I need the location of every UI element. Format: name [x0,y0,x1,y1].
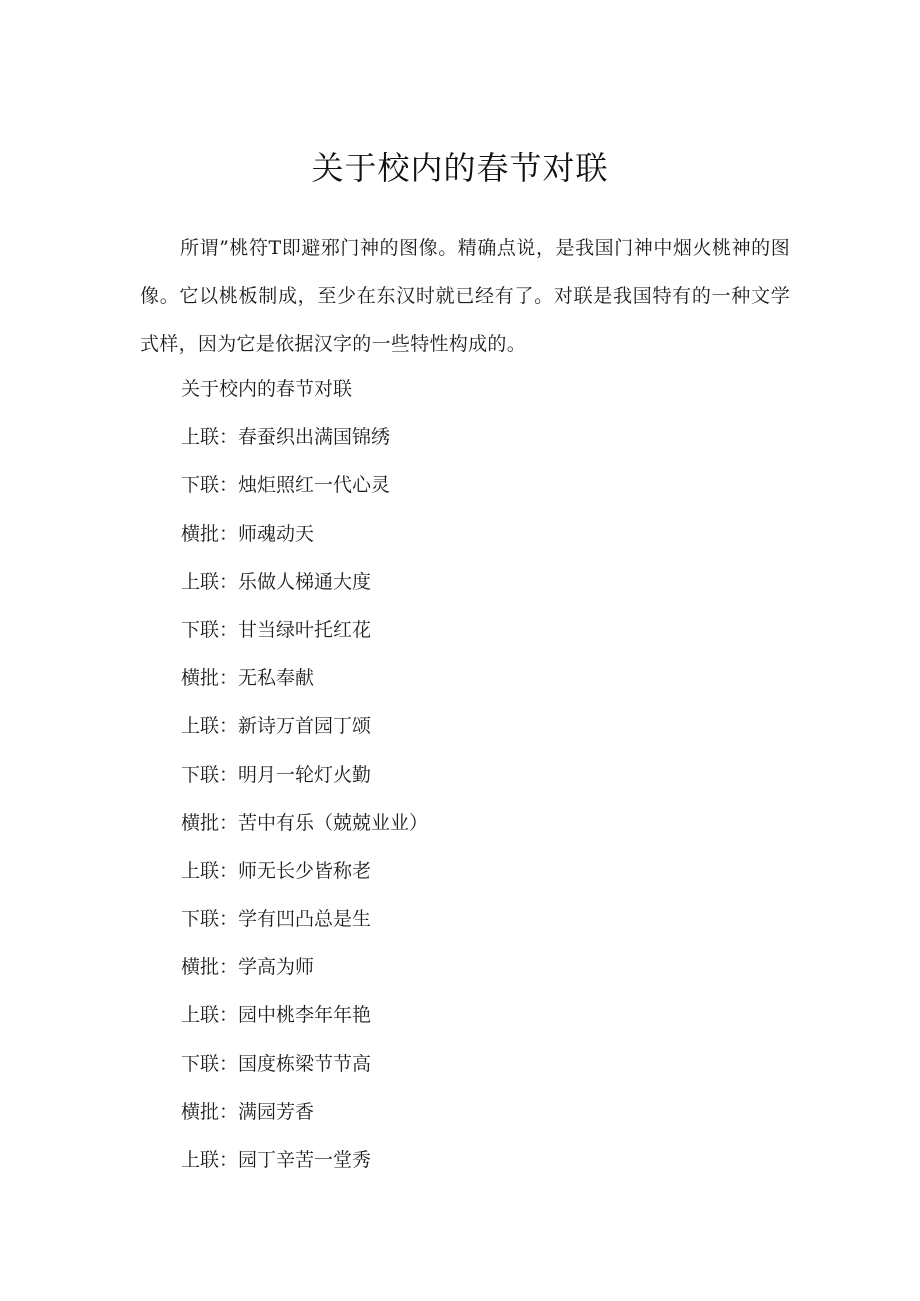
intro-paragraph: 所谓”桃符T即避邪门神的图像。精确点说，是我国门神中烟火桃神的图像。它以桃板制成，至少在东汉时就已经有了。对联是我国特有的一种文学式样，因为它是依据汉字的一些特性构成的。 [140,237,790,355]
list-item: 横批：满园芳香 [181,1100,315,1123]
list-item: 下联：学有凹凸总是生 [181,908,372,931]
list-item: 上联：春蚕织出满国锦绣 [181,426,391,449]
list-item: 横批：学高为师 [181,956,315,979]
list-item: 下联：烛炬照红一代心灵 [181,474,391,497]
list-item: 横批：无私奉献 [181,667,315,690]
list-item: 横批：师魂动天 [181,522,315,545]
document-title: 关于校内的春节对联 [311,149,609,187]
list-item: 关于校内的春节对联 [181,378,353,400]
list-item: 下联：明月一轮灯火勤 [181,763,372,786]
list-item: 上联：乐做人梯通大度 [181,570,372,593]
list-item: 下联：国度栋梁节节高 [181,1052,372,1075]
list-item: 上联：师无长少皆称老 [181,859,372,882]
couplet-list [181,369,428,1188]
list-item: 上联：园中桃李年年艳 [181,1004,372,1027]
list-item: 下联：甘当绿叶托红花 [181,618,372,641]
list-item: 横批：苦中有乐（兢兢业业） [181,811,429,834]
list-item: 上联：园丁辛苦一堂秀 [181,1149,372,1171]
list-item: 上联：新诗万首园丁颂 [181,715,372,738]
